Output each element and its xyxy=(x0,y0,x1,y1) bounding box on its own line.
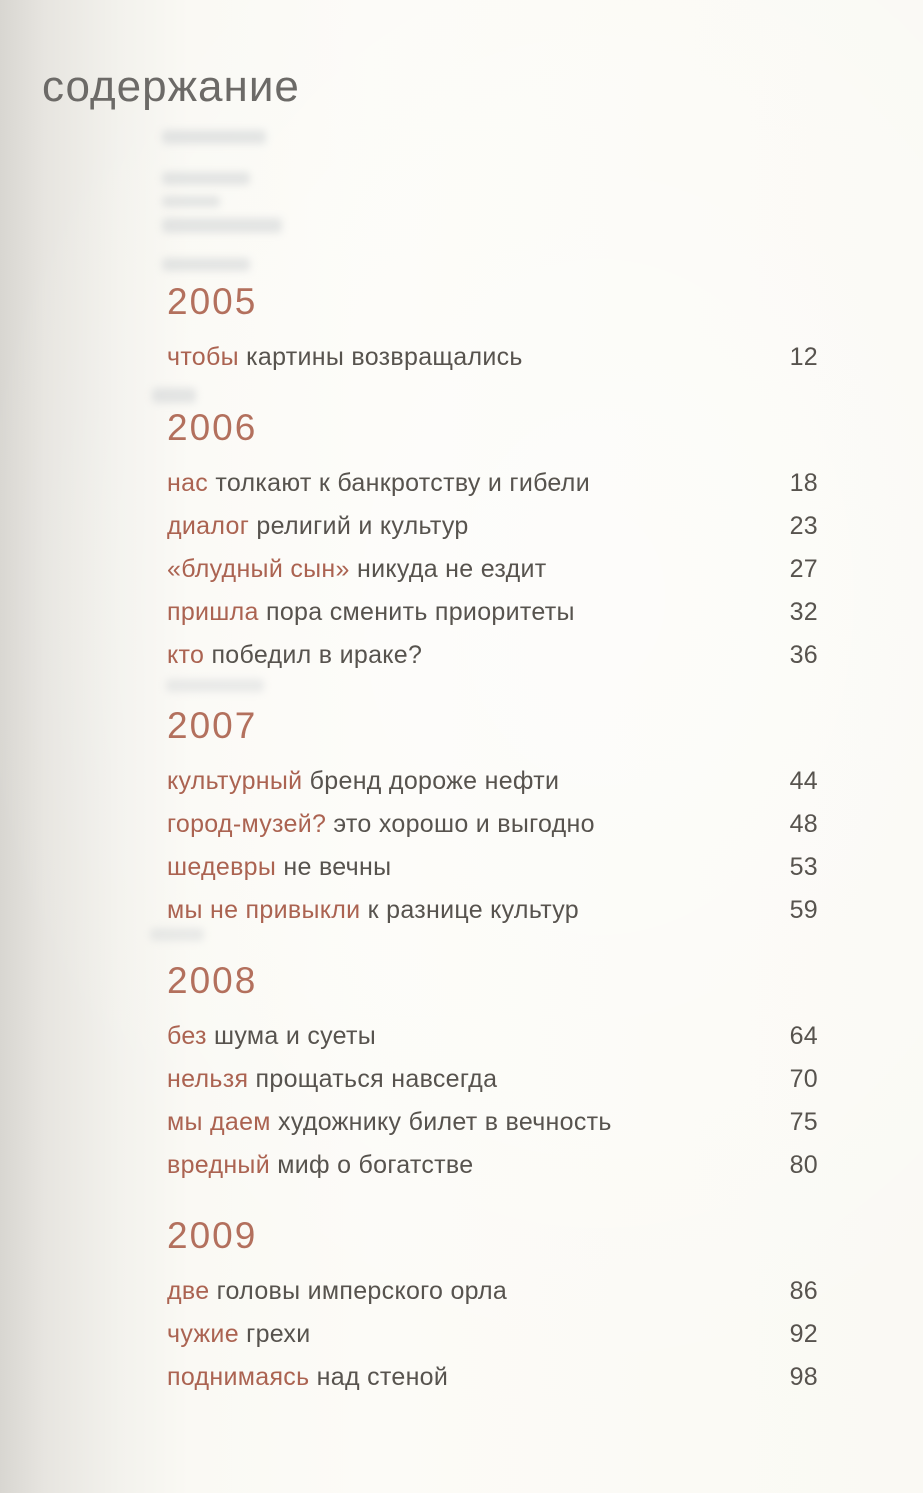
toc-section xyxy=(167,409,818,677)
toc-entry xyxy=(167,889,818,932)
toc-entry-rest: прощаться навсегда xyxy=(248,1065,498,1093)
toc-entry-lead: шедевры xyxy=(167,853,277,881)
toc-entry-page-number: 98 xyxy=(789,1363,818,1391)
toc-entry-title xyxy=(167,760,559,803)
toc-entry xyxy=(167,505,818,548)
toc-entry-page-number: 53 xyxy=(789,853,818,881)
toc-entry-title xyxy=(167,548,547,591)
toc-entry-list xyxy=(167,336,818,379)
toc-entry xyxy=(167,1015,818,1058)
toc-entry xyxy=(167,760,818,803)
toc-entry-lead: пришла xyxy=(167,598,259,626)
toc-entry-title xyxy=(167,1270,507,1313)
toc-entry xyxy=(167,1144,818,1187)
toc-section xyxy=(167,1217,818,1399)
bleed-through-smudge xyxy=(162,130,266,144)
table-of-contents xyxy=(167,283,818,1429)
toc-entry-list xyxy=(167,760,818,932)
toc-entry-page-number: 12 xyxy=(789,343,818,371)
toc-entry-lead: две xyxy=(167,1277,210,1305)
toc-entry-page-number: 27 xyxy=(789,555,818,583)
toc-section xyxy=(167,707,818,932)
toc-entry-lead: чтобы xyxy=(167,343,239,371)
toc-entry-lead: диалог xyxy=(167,512,250,540)
toc-year-heading: 2005 xyxy=(167,281,258,322)
toc-entry-title xyxy=(167,505,469,548)
toc-entry-title xyxy=(167,462,590,505)
toc-entry-page-number: 32 xyxy=(789,598,818,626)
toc-entry-title xyxy=(167,1144,473,1187)
toc-entry xyxy=(167,1356,818,1399)
toc-entry-title xyxy=(167,1356,448,1399)
toc-entry-lead: культурный xyxy=(167,767,303,795)
toc-entry-rest: бренд дороже нефти xyxy=(302,767,560,795)
toc-entry-lead: мы даем xyxy=(167,1108,271,1136)
toc-entry-title xyxy=(167,634,422,677)
toc-entry-title xyxy=(167,1015,376,1058)
toc-entry-rest: миф о богатстве xyxy=(269,1151,474,1179)
toc-entry-lead: поднимаясь xyxy=(167,1363,310,1391)
toc-entry-rest: никуда не ездит xyxy=(349,555,547,583)
toc-entry-lead: нельзя xyxy=(167,1065,249,1093)
toc-section xyxy=(167,283,818,379)
toc-entry-title xyxy=(167,1058,497,1101)
toc-entry-page-number: 48 xyxy=(789,810,818,838)
toc-entry-lead: вредный xyxy=(167,1151,270,1179)
toc-entry-page-number: 75 xyxy=(789,1108,818,1136)
toc-entry-rest: не вечны xyxy=(276,853,392,881)
toc-entry-page-number: 86 xyxy=(789,1277,818,1305)
bleed-through-smudge xyxy=(162,218,282,233)
toc-entry xyxy=(167,1313,818,1356)
toc-entry-page-number: 70 xyxy=(789,1065,818,1093)
toc-section xyxy=(167,962,818,1187)
toc-year-heading: 2007 xyxy=(167,705,258,746)
toc-entry-list xyxy=(167,1270,818,1399)
toc-entry-page-number: 59 xyxy=(789,896,818,924)
toc-entry xyxy=(167,591,818,634)
toc-entry-page-number: 44 xyxy=(789,767,818,795)
toc-year-heading: 2006 xyxy=(167,407,258,448)
page-title: содержание xyxy=(42,62,300,111)
toc-entry-rest: к разнице культур xyxy=(360,896,579,924)
toc-entry-page-number: 92 xyxy=(789,1320,818,1348)
toc-entry-lead: мы не привыкли xyxy=(167,896,361,924)
toc-entry-rest: художнику билет в вечность xyxy=(270,1108,612,1136)
bleed-through-smudge xyxy=(162,172,250,185)
toc-entry xyxy=(167,548,818,591)
toc-entry-lead: город-музей? xyxy=(167,810,327,838)
toc-entry xyxy=(167,1101,818,1144)
toc-entry-page-number: 36 xyxy=(789,641,818,669)
toc-entry xyxy=(167,803,818,846)
toc-entry-rest: картины возвращались xyxy=(238,343,523,371)
toc-entry-lead: нас xyxy=(167,469,209,497)
toc-entry-lead: чужие xyxy=(167,1320,239,1348)
toc-entry-list xyxy=(167,462,818,677)
toc-entry-lead: без xyxy=(167,1022,207,1050)
toc-entry-page-number: 23 xyxy=(789,512,818,540)
toc-year-heading: 2008 xyxy=(167,960,258,1001)
toc-entry xyxy=(167,634,818,677)
toc-entry xyxy=(167,336,818,379)
toc-entry-rest: грехи xyxy=(238,1320,311,1348)
toc-year-heading: 2009 xyxy=(167,1215,258,1256)
toc-entry-page-number: 18 xyxy=(789,469,818,497)
toc-entry-title xyxy=(167,803,595,846)
toc-entry-lead: «блудный сын» xyxy=(167,555,350,583)
toc-entry-rest: победил в ираке? xyxy=(204,641,423,669)
toc-entry-rest: головы имперского орла xyxy=(209,1277,508,1305)
toc-entry xyxy=(167,462,818,505)
toc-entry-rest: толкают к банкротству и гибели xyxy=(208,469,590,497)
toc-entry-title xyxy=(167,889,579,932)
toc-entry xyxy=(167,846,818,889)
toc-entry-lead: кто xyxy=(167,641,205,669)
toc-entry-title xyxy=(167,336,523,379)
bleed-through-smudge xyxy=(162,258,250,271)
toc-entry xyxy=(167,1270,818,1313)
bleed-through-smudge xyxy=(162,196,220,207)
toc-entry-title xyxy=(167,1101,612,1144)
toc-entry-page-number: 64 xyxy=(789,1022,818,1050)
toc-entry-rest: над стеной xyxy=(309,1363,449,1391)
toc-entry xyxy=(167,1058,818,1101)
toc-entry-rest: шума и суеты xyxy=(206,1022,377,1050)
toc-entry-list xyxy=(167,1015,818,1187)
toc-entry-title xyxy=(167,591,575,634)
toc-entry-title xyxy=(167,846,391,889)
toc-entry-rest: религий и культур xyxy=(249,512,469,540)
toc-entry-rest: это хорошо и выгодно xyxy=(326,810,595,838)
toc-entry-rest: пора сменить приоритеты xyxy=(258,598,575,626)
toc-entry-page-number: 80 xyxy=(789,1151,818,1179)
toc-entry-title xyxy=(167,1313,311,1356)
